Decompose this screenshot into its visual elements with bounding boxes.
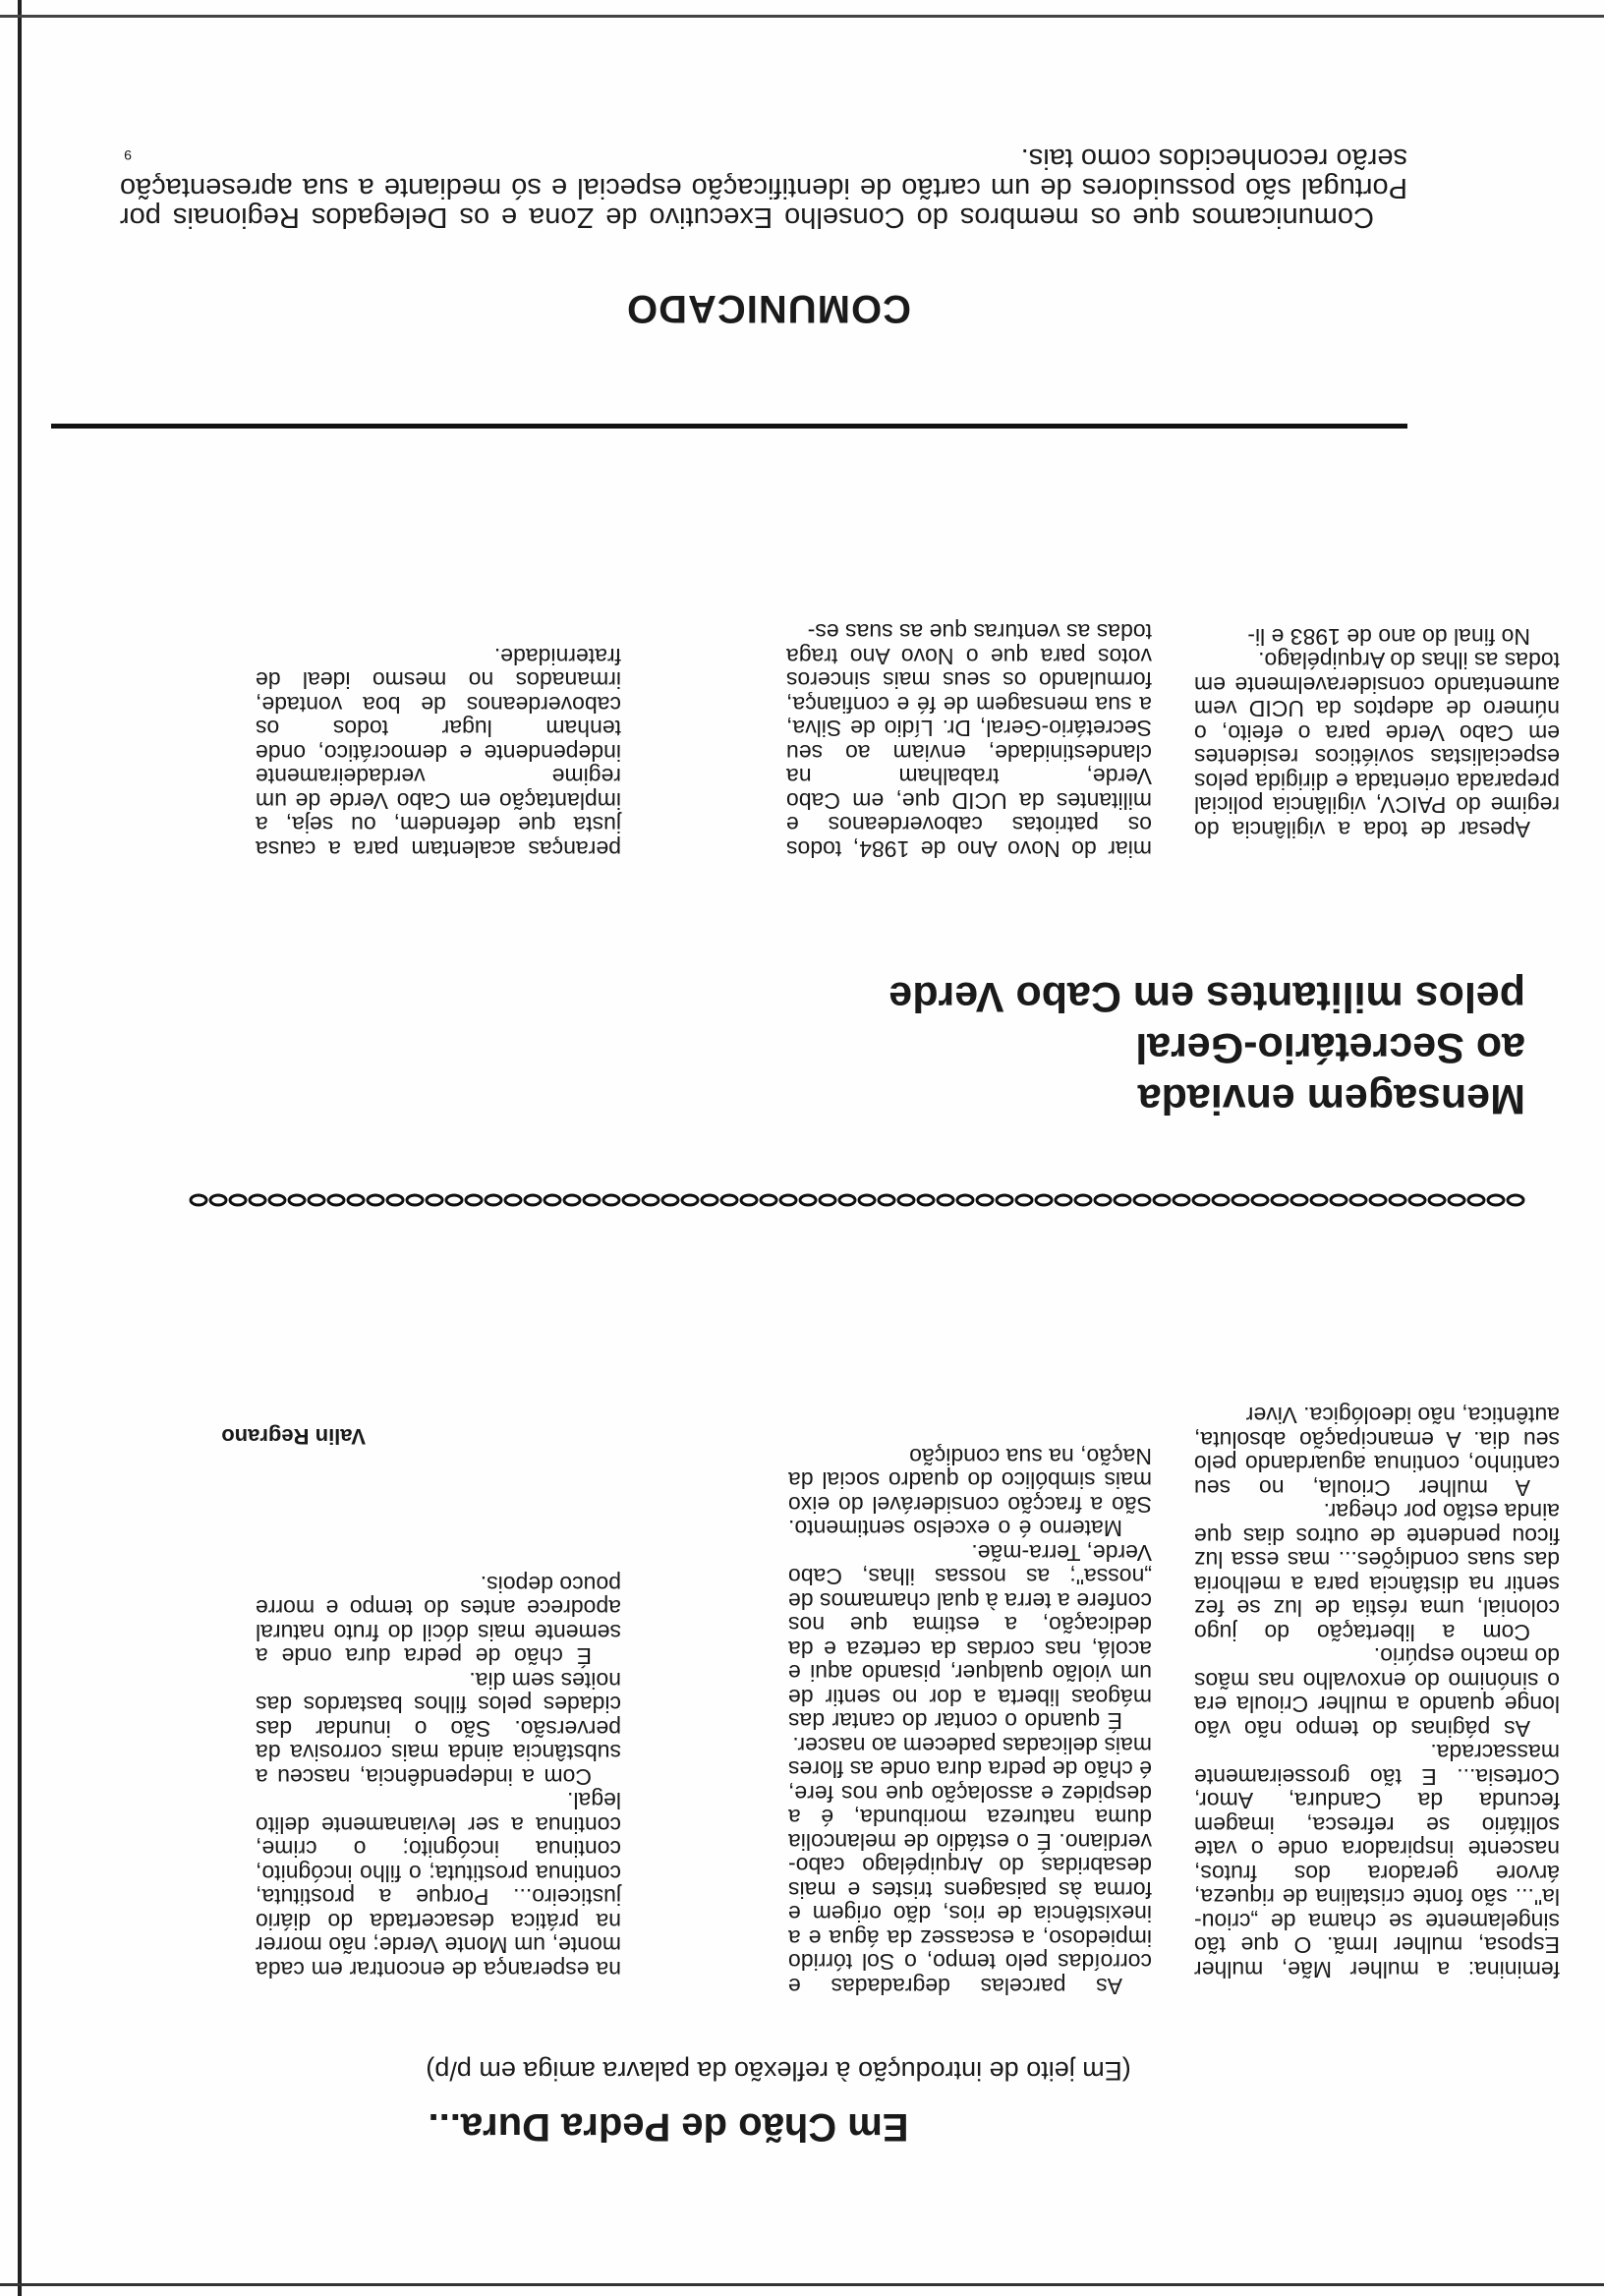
article1-column-3 <box>256 1573 621 1982</box>
paragraph: na esperança de encontrar em cada monte, um Monte Verde; não morrer na prática desacertada do diário justiceiro... Porque a prostituta, continua prostituta; o filho incógnito, continua incógnito; o crime, continua a ser levianamente delito legal. <box>256 1788 621 1982</box>
paragraph: miar do Novo Ano de 1984, todos os patriotas caboverdeanos e militantes da UCID que, em Cabo Verde, trabalham na clandestinidade, enviam ao seu Secretário-Geral, Dr. Lídio de Silva, a sua mensagem de fé e confiança, formulando os seus mais sinceros votos para que o Novo Ano traga todas as venturas que as suas es- <box>786 619 1152 862</box>
article2-column-3 <box>256 645 621 862</box>
paragraph: Com a independência, nasceu a substância ainda mais corrosiva da perversão. São o inundar das cidades pelos filhos bastardos das noites sem dia. <box>256 1668 621 1790</box>
article3-body <box>120 144 1407 232</box>
paragraph: Comunicamos que os membros do Conselho Executivo de Zona e os Delegados Regionais por Portugal são possuidores de um cartão de identificação especial e só mediante a sua apresentação serão reconhecidos como tais. <box>120 143 1407 233</box>
paragraph: Apesar de toda a vigilância do regime do PAICV, vigilância policial preparada orientada e dirigida pelos especialistas soviéticos residentes em Cabo Verde para o efeito, o número de adeptos da UCID vem aumentando consideravelmente em todas as ilhas do Arquipélago. <box>1194 648 1560 842</box>
article2-column-2 <box>786 620 1152 861</box>
article2-title-line: pelos militantes em Cabo Verde <box>888 973 1525 1020</box>
article1-subtitle: (Em jeito de introdução à reflexão da palavra amiga em p/p) <box>426 2056 1131 2086</box>
paragraph: No final do ano de 1983 e li- <box>1247 624 1530 650</box>
page-number: 9 <box>124 147 132 163</box>
article1-column-2 <box>1194 1404 1560 1981</box>
article2-title-line: ao Secretário-Geral <box>1135 1024 1525 1071</box>
paragraph: Com a libertação do jugo colonial, uma réstia de luz se fez sentir na distância para a melhoria das suas condições... mas essa luz ficou pendente de outros dias que ainda estão por chegar. <box>1194 1499 1560 1645</box>
frame-line-left <box>18 0 22 2296</box>
chain-divider <box>189 1190 1525 1210</box>
article2-title-line: Mensagem enviada <box>1137 1075 1525 1122</box>
article3-title: COMUNICADO <box>626 287 911 330</box>
article1-column-1 <box>788 1445 1152 1999</box>
article1-title: Em Chão de Pedra Dura... <box>428 2105 909 2149</box>
paragraph: É chão de pedra dura onde a semente mais dócil do fruto natural apodrece antes do tempo e morre pouco depois. <box>256 1572 621 1670</box>
article2-title <box>641 971 1525 1124</box>
article2-column-1 <box>1194 625 1560 842</box>
article1-signature: Valin Regrano <box>221 1424 366 1449</box>
frame-line-top <box>0 2283 1604 2286</box>
frame-line-bottom <box>0 15 1604 18</box>
paragraph: feminina: a mulher Mãe, mulher Esposa, mulher Irmã. O que tão singelamente se chama de „criou-la"... são fonte cristalina de riqueza, árvore geradora dos frutos, nascente inspiradora onde o vate solitário se refresca, imagem fecunda da Candura, Amor, Cortesia... E tão grosseiramente massacrada. <box>1194 1740 1560 1982</box>
paragraph: As páginas do tempo não vão longe quando a mulher Crioula era o sinónimo do enxovalho nas mãos do macho espúrio. <box>1194 1643 1560 1742</box>
section-divider <box>51 424 1407 429</box>
paragraph: A mulher Crioula, no seu cantinho, continua aguardando pelo seu dia. A emancipação absoluta, autêntica, não ideológica. Viver <box>1194 1403 1560 1501</box>
paragraph: Materno é o excelso sentimento. São a fracção considerável do eixo mais simbólico do quadro social da Nação, na sua condição <box>788 1444 1152 1542</box>
paragraph: peranças acalentam para a causa justa que defendem, ou seja, a implantação em Cabo Verde de um regime verdadeiramente independente e democrático, onde tenham lugar todos os caboverdeanos de boa vontade, irmanados no mesmo ideal de fraternidade. <box>256 644 621 862</box>
paragraph: É quando o contar do cantar das mágoas liberta a dor no sentir de um violão qualquer, pisando aqui e acolá, nas cordas da certeza e da dedicação, a estima que nos confere a terra à qual chamamos de „nossa"; as nossas ilhas, Cabo Verde, Terra-mãe. <box>788 1540 1152 1735</box>
paragraph: As parcelas degradadas e corroídas pelo tempo, o Sol tórrido impiedoso, a escassez da água e a inexistência de rios, dão origem e forma às paisagens tristes e mais desabridas do Arquipélago cabo-verdiano. É o estádio de melancolia duma natureza moribunda, é a despidez e assolação que nos fere, é chão de pedra dura onde as flores mais delicadas padecem ao nascer. <box>788 1733 1152 1999</box>
